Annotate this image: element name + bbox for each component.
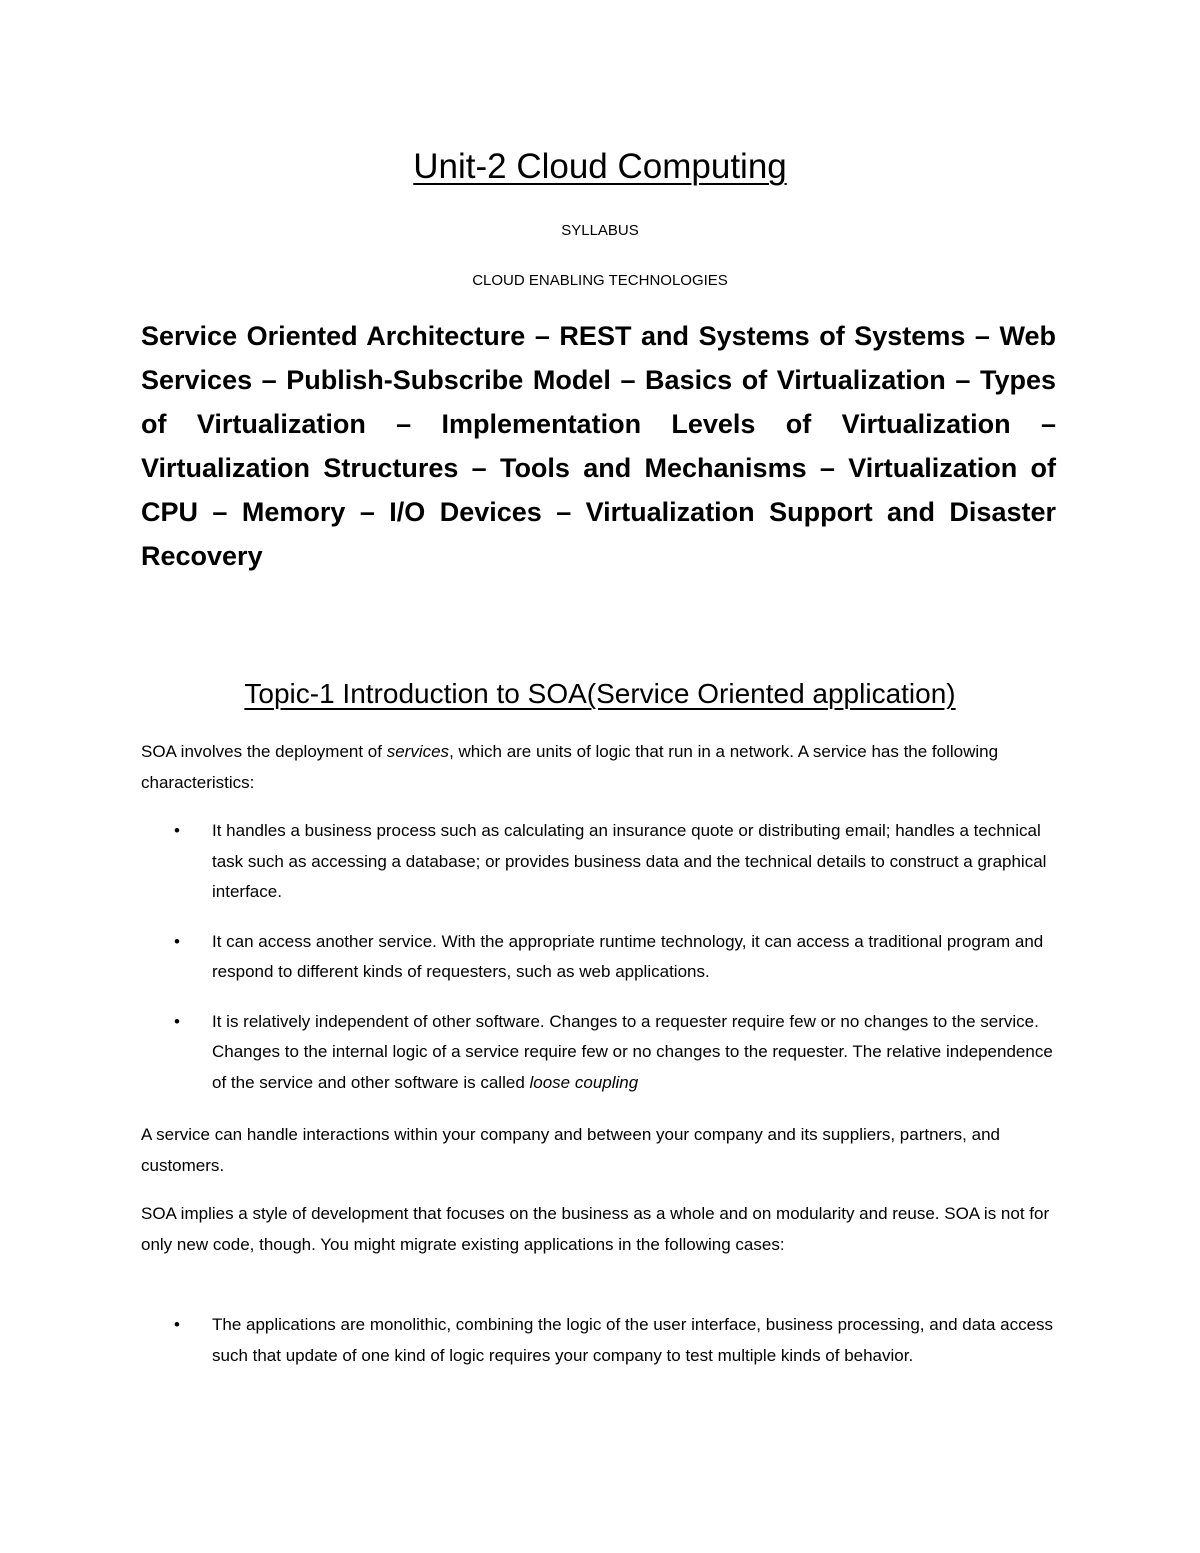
list-item	[141, 1310, 1061, 1371]
intro-emphasis: services	[386, 742, 450, 761]
intro-text-after: , which are units of logic that run in a network. A service has the following characteristics:	[141, 742, 999, 792]
list-item-text: It is relatively independent of other software. Changes to a requester require few or no changes to the service. Changes to the internal logic of a service require few or no changes to the requester. The relative independence of the service and other software is called	[212, 1011, 1053, 1092]
characteristics-list	[141, 816, 1061, 1117]
syllabus-label: SYLLABUS	[561, 222, 639, 239]
soa-implies-paragraph: SOA implies a style of development that focuses on the business as a whole and on modularity and reuse. SOA is not for only new code, though. You might migrate existing applications in the following cases:	[141, 1204, 1050, 1254]
list-item	[141, 1007, 1061, 1099]
migration-cases-list	[141, 1310, 1061, 1390]
section-label: CLOUD ENABLING TECHNOLOGIES	[472, 272, 728, 289]
list-item	[141, 816, 1061, 908]
intro-paragraph	[141, 737, 1061, 798]
list-item-text: The applications are monolithic, combining the logic of the user interface, business processing, and data access such that update of one kind of logic requires your company to test multiple kinds of behavior.	[212, 1315, 1054, 1365]
bullet-icon: •	[174, 821, 180, 840]
topic-title: Topic-1 Introduction to SOA(Service Oriented application)	[244, 678, 956, 709]
intro-text-before: SOA involves the deployment of	[141, 742, 387, 761]
document-title: Unit-2 Cloud Computing	[413, 147, 787, 186]
bullet-icon: •	[174, 931, 180, 951]
bullet-icon: •	[174, 1011, 180, 1031]
bullet-icon: •	[174, 1315, 180, 1334]
loose-coupling-term: loose coupling	[529, 1072, 639, 1092]
syllabus-topics: Service Oriented Architecture – REST and Systems of Systems – Web Services – Publish-Subscribe Model – Basics of Virtualization – Types of Virtualization – Implementation Levels of Virtualization – Virtualization Structures – Tools and Mechanisms – Virtualization of CPU – Memory – I/O Devices – Virtualization Support and Disaster Recovery	[141, 321, 1056, 571]
interactions-paragraph: A service can handle interactions within your company and between your company and its suppliers, partners, and customers.	[141, 1125, 1000, 1175]
list-item-text: It handles a business process such as calculating an insurance quote or distributing email; handles a technical task such as accessing a database; or provides business data and the technical details to construct a graphical interface.	[212, 821, 1047, 901]
list-item	[141, 927, 1061, 988]
list-item-text: It can access another service. With the appropriate runtime technology, it can access a traditional program and respond to different kinds of requesters, such as web applications.	[212, 931, 1044, 981]
